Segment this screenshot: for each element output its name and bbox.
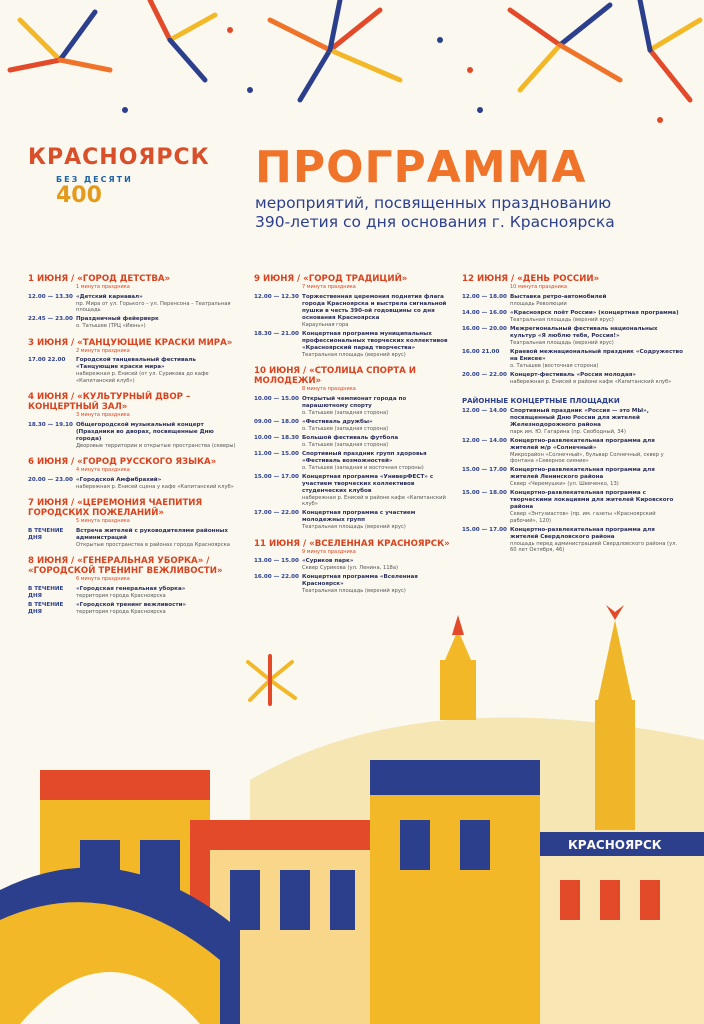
schedule-event: [254, 574, 454, 595]
schedule-event: [28, 528, 240, 549]
event-place: о. Татышев (западная и восточная стороны): [302, 464, 424, 471]
event-time: 12.00 — 14.00: [462, 437, 507, 444]
event-place: о. Татышев (восточная сторона): [510, 362, 599, 369]
schedule-event: [28, 294, 240, 314]
event-time: 16.00 — 20.00: [462, 325, 507, 332]
schedule-event: [254, 396, 454, 417]
subtitle-line-1: мероприятий, посвященных празднованию: [255, 194, 612, 212]
event-body: [510, 372, 684, 386]
event-name: Концерт-фестиваль «Россия молодая»: [510, 371, 637, 378]
event-name: «Фестиваль дружбы»: [302, 418, 373, 425]
event-body: [510, 294, 684, 308]
schedule-column-1: [28, 274, 240, 616]
event-time: В ТЕЧЕНИЕ ДНЯ: [28, 585, 64, 599]
schedule-event: [254, 474, 454, 508]
event-time: 15.00 — 17.00: [254, 473, 299, 480]
day-note: 6 минута праздника: [76, 576, 130, 582]
event-body: [76, 422, 240, 450]
event-time: 12.00 — 13.30: [28, 293, 73, 300]
logo-number: 400: [56, 183, 102, 208]
event-name: «Городская генеральная уборка»: [76, 585, 186, 592]
day-note: 3 минута праздника: [76, 412, 130, 418]
event-time: 12.00 — 12.30: [254, 293, 299, 300]
event-name: Выставка ретро-автомобилей: [510, 293, 607, 300]
event-time: 10.00 — 15.00: [254, 395, 299, 402]
event-body: [302, 558, 454, 572]
schedule-event: [254, 558, 454, 572]
day-heading: 7 ИЮНЯ / «ЦЕРЕМОНИЯ ЧАЕПИТИЯ ГОРОДСКИХ ПОЖЕЛАНИЙ»: [28, 498, 203, 518]
schedule-event: [462, 467, 684, 488]
event-body: [76, 316, 240, 330]
event-time: 15.00 — 17.00: [462, 467, 507, 473]
column-3-days: [462, 274, 684, 385]
schedule-event: [254, 294, 454, 329]
event-body: [510, 310, 684, 324]
schedule-event: [254, 435, 454, 449]
schedule-event: [28, 477, 240, 491]
schedule-event: [462, 326, 684, 347]
event-time: 20.00 — 22.00: [462, 371, 507, 378]
schedule-event: [254, 451, 454, 472]
schedule-event: [462, 527, 684, 554]
subtitle-line-2: 390-летия со дня основания г. Красноярска: [255, 213, 615, 231]
event-name: Городской танцевальный фестиваль «Танцующие краски мира»: [76, 357, 196, 370]
event-name: Концертно-развлекательная программа с творческими локациями для жителей Кировского района: [510, 490, 674, 510]
day-heading: 10 ИЮНЯ / «СТОЛИЦА СПОРТА И МОЛОДЕЖИ»: [254, 366, 416, 386]
event-body: [302, 419, 454, 433]
day-note: 10 минута праздника: [510, 284, 567, 290]
event-place: Сквер «Черемушки» (ул. Шевченко, 13): [510, 481, 619, 487]
day-note: 8 минута праздника: [302, 386, 356, 392]
day-heading: 3 ИЮНЯ / «ТАНЦУЮЩИЕ КРАСКИ МИРА»: [28, 337, 233, 348]
event-place: Микрорайон «Солнечный», бульвар Солнечный, сквер у фонтана «Северное сияние»: [510, 451, 664, 464]
event-body: [510, 527, 684, 554]
event-time: 10.00 — 18.30: [254, 434, 299, 441]
event-place: набережная р. Енисей в районе кафе «Капитанский клуб»: [510, 378, 672, 385]
event-name: Спортивный праздник «Россия — это МЫ», посвященный Дню России для жителей Железнодорожного района: [510, 407, 649, 428]
event-place: о. Татышев (западная сторона): [302, 441, 389, 448]
event-name: Открытый чемпионат города по парашютному спорту: [302, 395, 407, 409]
event-time: 20.00 — 23.00: [28, 476, 73, 483]
event-place: территория города Красноярска: [76, 609, 166, 615]
day-block: [28, 338, 240, 385]
event-time: 17.00 — 22.00: [254, 510, 299, 516]
event-body: [302, 574, 454, 595]
event-time: 15.00 — 17.00: [462, 526, 507, 533]
day-block: [254, 539, 454, 595]
event-place: Театральная площадь (верхний ярус): [510, 339, 614, 346]
logo: [28, 145, 228, 215]
schedule-column-3: [462, 274, 684, 554]
event-name: Краевой межнациональный праздник «Содружество на Енисее»: [510, 348, 683, 362]
event-place: о. Татышев (западная сторона): [302, 409, 389, 416]
event-name: Общегородской музыкальный концерт (Праздники во дворах, посвященные Дню города): [76, 421, 214, 442]
schedule-event: [462, 310, 684, 324]
event-name: «Детский карнавал»: [76, 293, 143, 300]
event-place: Сквер Сурикова (ул. Ленина, 118а): [302, 565, 399, 571]
event-place: Театральная площадь (верхний ярус): [510, 316, 614, 323]
event-name: Концертная программа «УниверФЕСТ» с участием творческих коллективов студенческих клубов: [302, 473, 434, 494]
schedule-event: [462, 372, 684, 386]
building-sign: КРАСНОЯРСК: [568, 838, 662, 852]
event-time: 22.45 — 23.00: [28, 316, 73, 322]
event-time: В ТЕЧЕНИЕ ДНЯ: [28, 602, 64, 615]
schedule-event: [462, 349, 684, 370]
day-note: 2 минута праздника: [76, 347, 130, 354]
event-name: Концертно-развлекательная программа для жителей м/р «Солнечный»: [510, 437, 655, 451]
event-place: площадь Революции: [510, 300, 567, 307]
event-place: о. Татышев (западная сторона): [302, 425, 389, 432]
event-place: Сквер «Энтузиастов» (пр. им. газеты «Красноярский рабочий», 120): [510, 511, 656, 524]
event-place: набережная р. Енисей сцена у кафе «Капитанский клуб»: [76, 483, 234, 490]
day-block: [462, 274, 684, 385]
schedule-event: [28, 422, 240, 450]
event-time: 14.00 — 16.00: [462, 309, 507, 316]
day-note: 9 минута праздника: [302, 548, 356, 555]
event-place: парк им. Ю. Гагарина (пр. Свободный, 34): [510, 428, 626, 435]
day-note: 4 минута праздника: [76, 467, 130, 473]
event-body: [510, 467, 684, 488]
event-name: Концертная программа «Вселенная Красноярск»: [302, 574, 418, 587]
event-name: «Городской Амфибрахий»: [76, 476, 162, 483]
event-time: 13.00 — 15.00: [254, 558, 299, 564]
event-time: 15.00 — 18.00: [462, 490, 507, 496]
day-note: 1 минута праздника: [76, 284, 130, 290]
event-body: [510, 326, 684, 347]
event-time: 09.00 — 18.00: [254, 418, 299, 425]
logo-sub: БЕЗ ДЕСЯТИ: [56, 175, 133, 184]
event-body: [510, 349, 684, 370]
schedule-event: [254, 510, 454, 531]
event-name: Межрегиональный фестиваль национальных культур «Я люблю тебя, Россия!»: [510, 325, 658, 339]
day-heading: 8 ИЮНЯ / «ГЕНЕРАЛЬНАЯ УБОРКА» / «ГОРОДСКОЙ ТРЕНИНГ ВЕЖЛИВОСТИ»: [28, 556, 223, 576]
event-body: [510, 490, 684, 524]
event-body: [302, 451, 454, 472]
event-body: [76, 357, 240, 384]
day-note: 7 минута праздника: [302, 284, 356, 290]
event-body: [302, 331, 454, 359]
city-illustration: [0, 600, 704, 1024]
event-name: «Городской тренинг вежливости»: [76, 602, 187, 608]
event-name: Спортивный праздник групп здоровья «Фестиваль возможностей»: [302, 450, 427, 464]
schedule-event: [462, 438, 684, 465]
event-place: Театральная площадь (верхний ярус): [302, 351, 406, 358]
day-heading: 9 ИЮНЯ / «ГОРОД ТРАДИЦИЙ»: [254, 274, 408, 284]
schedule-event: [254, 331, 454, 359]
event-body: [302, 510, 454, 531]
event-place: набережная р. Енисей в районе кафе «Капитанский клуб»: [302, 494, 446, 507]
event-body: [302, 435, 454, 449]
day-heading: 1 ИЮНЯ / «ГОРОД ДЕТСТВА»: [28, 274, 171, 284]
event-body: [76, 528, 240, 549]
event-body: [76, 294, 240, 314]
event-name: «Красноярск поёт России» (концертная программа): [510, 309, 679, 316]
day-heading: 4 ИЮНЯ / «КУЛЬТУРНЫЙ ДВОР – КОНЦЕРТНЫЙ ЗАЛ»: [28, 392, 191, 412]
day-block: [254, 366, 454, 531]
day-heading: 12 ИЮНЯ / «ДЕНЬ РОССИИ»: [462, 274, 600, 284]
day-block: [254, 274, 454, 358]
event-name: «Суриков парк»: [302, 558, 354, 564]
event-place: площадь перед администрацией Свердловского района (ул. 60 лет Октября, 46): [510, 540, 678, 553]
event-name: Праздничный фейерверк: [76, 316, 159, 322]
schedule-event: [28, 316, 240, 330]
district-events: [462, 408, 684, 554]
schedule-column-2: [254, 274, 454, 595]
event-place: о. Татышев (ТРЦ «Июнь»): [76, 323, 146, 329]
event-body: [510, 438, 684, 465]
event-body: [76, 586, 240, 600]
schedule-event: [28, 357, 240, 384]
event-body: [302, 396, 454, 417]
district-section-title: РАЙОННЫЕ КОНЦЕРТНЫЕ ПЛОЩАДКИ: [462, 397, 620, 405]
page-title: ПРОГРАММА: [255, 142, 587, 193]
day-block: [28, 498, 240, 548]
event-time: 11.00 — 15.00: [254, 450, 299, 457]
event-name: Большой фестиваль футбола: [302, 434, 399, 441]
schedule-event: [462, 490, 684, 524]
event-place: набережная р. Енисей (от ул. Сурикова до кафе «Капитанский клуб»): [76, 371, 209, 384]
event-body: [302, 294, 454, 329]
event-time: 17.00 22.00: [28, 357, 66, 363]
logo-city: КРАСНОЯРСК: [28, 145, 210, 170]
event-place: Открытые пространства в районах города Красноярска: [76, 541, 230, 548]
event-name: Концертно-развлекательная программа для жителей Свердловского района: [510, 526, 655, 540]
event-name: Концертная программа муниципальных профессиональных творческих коллективов «Красноярский парад творчества»: [302, 330, 448, 351]
schedule-event: [462, 294, 684, 308]
event-time: 18.30 — 19.10: [28, 421, 73, 428]
schedule-event: [462, 408, 684, 436]
event-place: пр. Мира от ул. Горького – ул. Перенсона – Театральная площадь: [76, 300, 231, 313]
event-body: [302, 474, 454, 508]
day-heading: 6 ИЮНЯ / «ГОРОД РУССКОГО ЯЗЫКА»: [28, 457, 217, 467]
event-time: 12.00 — 18.00: [462, 293, 507, 300]
schedule-event: [28, 586, 240, 600]
day-block: [28, 274, 240, 330]
event-time: 16.00 21.00: [462, 348, 500, 355]
event-name: Встреча жителей с руководителями районных администраций: [76, 527, 228, 541]
event-time: 16.00 — 22.00: [254, 574, 299, 580]
day-heading: 11 ИЮНЯ / «ВСЕЛЕННАЯ КРАСНОЯРСК»: [254, 538, 450, 549]
event-body: [76, 477, 240, 491]
event-time: 18.30 — 21.00: [254, 330, 299, 337]
page-subtitle: [255, 194, 695, 232]
schedule-event: [254, 419, 454, 433]
event-name: Концертная программа с участием молодежных групп: [302, 510, 416, 523]
day-note: 5 минута праздника: [76, 518, 130, 524]
fireworks-decoration: [0, 0, 704, 140]
day-block: [28, 457, 240, 490]
event-place: территория города Красноярска: [76, 592, 166, 599]
event-time: В ТЕЧЕНИЕ ДНЯ: [28, 527, 64, 541]
event-place: Театральная площадь (верхний ярус): [302, 524, 406, 530]
event-time: 12.00 — 14.00: [462, 407, 507, 414]
event-body: [510, 408, 684, 436]
event-name: Торжественная церемония поднятия флага города Красноярска и выстрела сигнальной пушки в честь 390-ой годовщины со дня основания Красноярска: [302, 293, 447, 321]
event-place: Караульная гора: [302, 321, 349, 328]
event-name: Концертно-развлекательная программа для жителей Ленинского района: [510, 467, 655, 480]
day-block: [28, 392, 240, 449]
event-place: Дворовые территории и открытые пространства (скверы): [76, 442, 236, 449]
event-place: Театральная площадь (верхний ярус): [302, 588, 406, 594]
